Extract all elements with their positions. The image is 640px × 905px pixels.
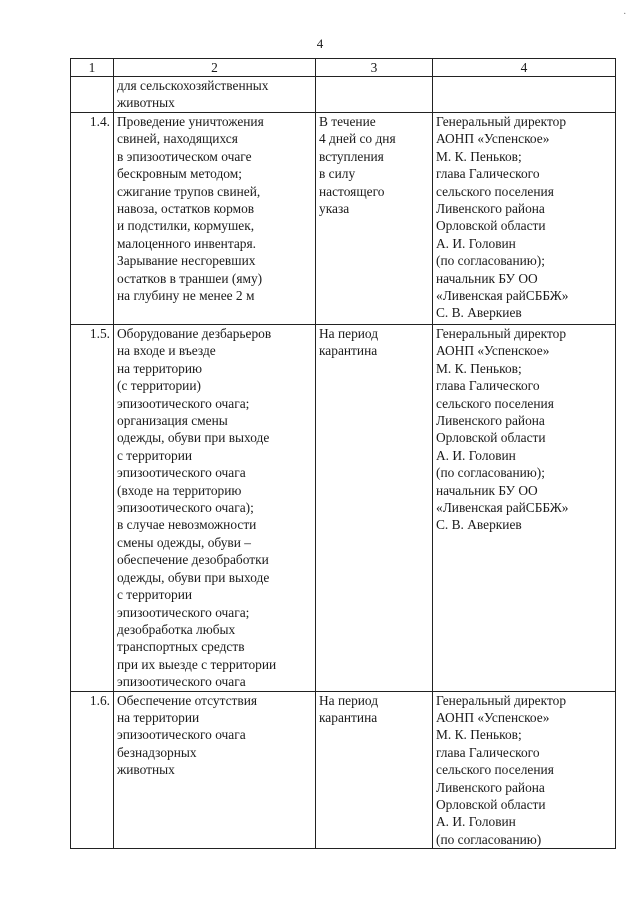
responsible-cell-line: М. К. Пеньков; xyxy=(436,360,522,376)
responsible-cell-line: «Ливенская райСББЖ» xyxy=(436,288,569,304)
activity-cell-line: (с территории) xyxy=(117,378,201,394)
header-col-3: 3 xyxy=(316,59,433,77)
responsible-cell xyxy=(433,691,616,849)
responsible-cell-line: А. И. Головин xyxy=(436,814,516,830)
term-cell-line: указа xyxy=(319,201,350,217)
activity-cell-line: (входе на территорию xyxy=(117,482,242,498)
responsible-cell-line: глава Галического xyxy=(436,378,540,394)
activity-cell-line: Зарывание несгоревших xyxy=(117,253,256,269)
table-row xyxy=(71,691,616,849)
activity-cell-line: на территорию xyxy=(117,360,203,376)
responsible-cell xyxy=(433,77,616,113)
responsible-cell xyxy=(433,325,616,692)
activity-cell xyxy=(114,325,316,692)
activity-cell-line: транспортных средств xyxy=(117,639,245,655)
activity-cell-line: безнадзорных xyxy=(117,744,197,760)
responsible-cell-line: Орловской области xyxy=(436,796,546,812)
term-cell-line: В течение xyxy=(319,114,376,129)
activity-cell xyxy=(114,113,316,325)
term-cell-line: На период xyxy=(319,692,379,708)
term-cell-line: карантина xyxy=(319,709,378,725)
row-number xyxy=(71,77,114,113)
table-row xyxy=(71,325,616,692)
activity-cell-line: дезобработка любых xyxy=(117,621,236,637)
responsible-cell-line: начальник БУ ОО xyxy=(436,270,538,286)
responsible-cell-line: Ливенского района xyxy=(436,413,545,429)
measures-table xyxy=(70,58,616,849)
header-row xyxy=(71,59,616,77)
row-number: 1.5. xyxy=(71,325,114,692)
responsible-cell-line: Генеральный директор xyxy=(436,114,567,129)
header-col-2: 2 xyxy=(114,59,316,77)
activity-cell-line: на входе и въезде xyxy=(117,343,216,359)
activity-cell-line: эпизоотического очага); xyxy=(117,500,254,516)
table-row xyxy=(71,77,616,113)
responsible-cell-line: Ливенского района xyxy=(436,779,545,795)
responsible-cell-line: «Ливенская райСББЖ» xyxy=(436,500,569,516)
row-number: 1.6. xyxy=(71,691,114,849)
responsible-cell-line: С. В. Аверкиев xyxy=(436,305,522,321)
activity-cell-line: эпизоотического очага xyxy=(117,727,246,743)
activity-cell-line: эпизоотического очага xyxy=(117,674,246,690)
activity-cell-line: и подстилки, кормушек, xyxy=(117,218,255,234)
responsible-cell-line: АОНП «Успенское» xyxy=(436,131,550,147)
responsible-cell-line: глава Галического xyxy=(436,166,540,182)
activity-cell xyxy=(114,691,316,849)
term-cell xyxy=(316,325,433,692)
activity-cell-line: животных xyxy=(117,762,175,778)
responsible-cell-line: Ливенского района xyxy=(436,201,545,217)
responsible-cell-line: А. И. Головин xyxy=(436,235,516,251)
table-row xyxy=(71,113,616,325)
activity-cell-line: на глубину не менее 2 м xyxy=(117,288,255,304)
activity-cell-line: для сельскохозяйственных xyxy=(117,78,269,93)
activity-cell xyxy=(114,77,316,113)
activity-cell-line: смены одежды, обуви – xyxy=(117,534,251,550)
responsible-cell-line: (по согласованию) xyxy=(436,831,542,847)
responsible-cell-line: С. В. Аверкиев xyxy=(436,517,522,533)
activity-cell-line: эпизоотического очага; xyxy=(117,604,250,620)
activity-cell-line: на территории xyxy=(117,709,200,725)
activity-cell-line: обеспечение дезобработки xyxy=(117,552,269,568)
responsible-cell-line: А. И. Головин xyxy=(436,447,516,463)
activity-cell-line: с территории xyxy=(117,587,193,603)
header-col-1: 1 xyxy=(71,59,114,77)
activity-cell-line: организация смены xyxy=(117,413,228,429)
header-col-4: 4 xyxy=(433,59,616,77)
responsible-cell-line: сельского поселения xyxy=(436,395,554,411)
term-cell-line: 4 дней со дня xyxy=(319,131,396,147)
term-cell xyxy=(316,691,433,849)
activity-cell-line: свиней, находящихся xyxy=(117,131,238,147)
activity-cell-line: при их выезде с территории xyxy=(117,656,277,672)
responsible-cell-line: сельского поселения xyxy=(436,762,554,778)
responsible-cell-line: АОНП «Успенское» xyxy=(436,709,550,725)
term-cell-line: вступления xyxy=(319,148,384,164)
responsible-cell-line: начальник БУ ОО xyxy=(436,482,538,498)
responsible-cell-line: (по согласованию); xyxy=(436,465,545,481)
responsible-cell-line: Генеральный директор xyxy=(436,692,567,708)
table-body xyxy=(71,77,616,849)
activity-cell-line: одежды, обуви при выходе xyxy=(117,569,270,585)
term-cell-line: карантина xyxy=(319,343,378,359)
activity-cell-line: эпизоотического очага; xyxy=(117,395,250,411)
page-number: 4 xyxy=(316,36,324,51)
term-cell-line: настоящего xyxy=(319,183,385,199)
activity-cell-line: малоценного инвентаря. xyxy=(117,235,257,251)
activity-cell-line: навоза, остатков кормов xyxy=(117,201,255,217)
term-cell xyxy=(316,77,433,113)
row-number: 1.4. xyxy=(71,113,114,325)
responsible-cell xyxy=(433,113,616,325)
responsible-cell-line: М. К. Пеньков; xyxy=(436,727,522,743)
activity-cell-line: с территории xyxy=(117,447,193,463)
corner-mark: . xyxy=(623,6,626,17)
responsible-cell-line: Орловской области xyxy=(436,430,546,446)
activity-cell-line: сжигание трупов свиней, xyxy=(117,183,261,199)
activity-cell-line: Оборудование дезбарьеров xyxy=(117,326,272,341)
activity-cell-line: эпизоотического очага xyxy=(117,465,246,481)
activity-cell-line: остатков в траншеи (яму) xyxy=(117,270,263,286)
responsible-cell-line: глава Галического xyxy=(436,744,540,760)
activity-cell-line: Обеспечение отсутствия xyxy=(117,692,258,708)
responsible-cell-line: сельского поселения xyxy=(436,183,554,199)
responsible-cell-line: Орловской области xyxy=(436,218,546,234)
activity-cell-line: в случае невозможности xyxy=(117,517,257,533)
activity-cell-line: Проведение уничтожения xyxy=(117,114,264,129)
term-cell xyxy=(316,113,433,325)
responsible-cell-line: Генеральный директор xyxy=(436,326,567,341)
activity-cell-line: в эпизоотическом очаге xyxy=(117,148,252,164)
term-cell-line: На период xyxy=(319,326,379,341)
responsible-cell-line: М. К. Пеньков; xyxy=(436,148,522,164)
activity-cell-line: одежды, обуви при выходе xyxy=(117,430,270,446)
term-cell-line: в силу xyxy=(319,166,356,182)
responsible-cell-line: (по согласованию); xyxy=(436,253,545,269)
activity-cell-line: бескровным методом; xyxy=(117,166,242,182)
activity-cell-line: животных xyxy=(117,95,175,111)
responsible-cell-line: АОНП «Успенское» xyxy=(436,343,550,359)
